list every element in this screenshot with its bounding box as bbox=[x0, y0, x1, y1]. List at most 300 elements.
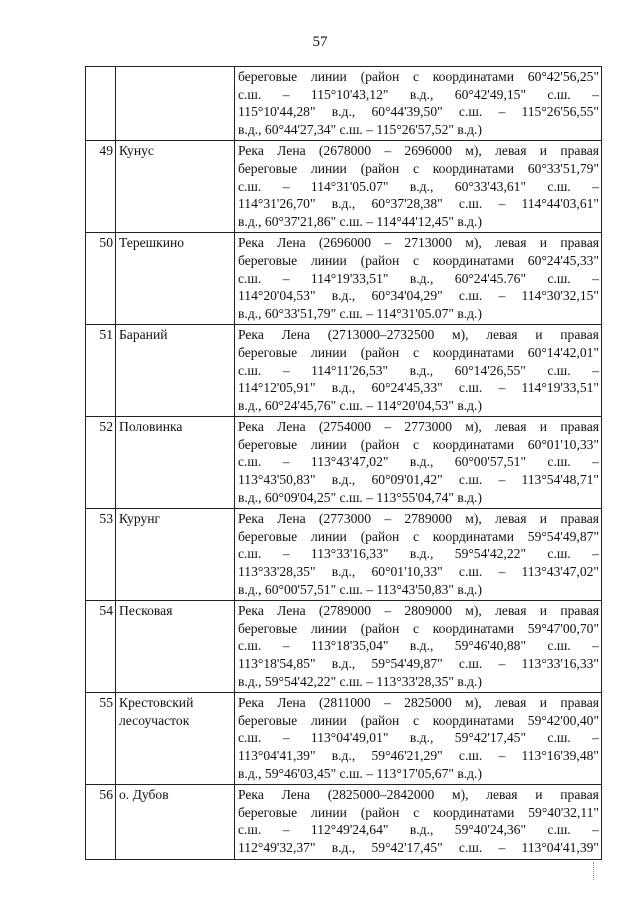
table-row bbox=[86, 325, 602, 417]
description-word: (район bbox=[360, 252, 400, 268]
description-word: м), bbox=[465, 419, 482, 435]
description-word: – bbox=[282, 822, 290, 838]
description-word: 2825000 bbox=[404, 695, 452, 711]
description-line bbox=[238, 620, 599, 638]
table-row bbox=[86, 417, 602, 509]
description-word: 60°00'57,51" bbox=[454, 454, 526, 470]
description-line bbox=[238, 712, 599, 730]
description-word: (район bbox=[360, 620, 400, 636]
description-word: линии bbox=[310, 528, 347, 544]
description-word: 115°10'43,12" bbox=[310, 86, 389, 102]
description-word: береговые bbox=[238, 712, 298, 728]
description-word: с.ш. bbox=[547, 730, 571, 746]
description-word: (2825000–2842000 bbox=[327, 787, 435, 803]
description-word: в.д., 60°33'51,79" с.ш. – 114°31'05.07" в.д.) bbox=[238, 305, 482, 321]
description-line bbox=[238, 142, 599, 160]
description-word: 114°19'33,51" bbox=[310, 270, 389, 286]
description-word: береговые bbox=[238, 344, 298, 360]
description-line bbox=[238, 121, 599, 139]
zone-description bbox=[235, 233, 602, 325]
description-word: в.д., 60°24'45,76" с.ш. – 114°20'04,53" в.д.) bbox=[238, 397, 482, 413]
description-line bbox=[238, 86, 599, 104]
zone-name-line: Курунг bbox=[119, 511, 161, 527]
description-word: 115°26'56,55" bbox=[521, 104, 599, 120]
row-number: 50 bbox=[86, 233, 116, 325]
description-word: с.ш. bbox=[458, 747, 483, 763]
description-line bbox=[238, 765, 599, 783]
description-line bbox=[238, 397, 599, 415]
description-word: – bbox=[384, 603, 392, 619]
description-word: с.ш. bbox=[547, 546, 571, 562]
description-word: – bbox=[282, 86, 290, 102]
description-word: правая bbox=[560, 143, 599, 159]
description-word: – bbox=[282, 454, 290, 470]
page-number: 57 bbox=[312, 34, 328, 50]
description-word: – bbox=[384, 511, 392, 527]
description-word: с.ш. bbox=[458, 380, 483, 396]
row-number: 55 bbox=[86, 693, 116, 785]
description-word: в.д., 59°54'42,22" с.ш. – 113°33'28,35" в.д.) bbox=[238, 673, 482, 689]
margin-mark bbox=[593, 862, 596, 880]
description-word: и bbox=[539, 419, 548, 435]
description-line bbox=[238, 528, 599, 546]
description-word: в.д., bbox=[409, 270, 434, 286]
description-word: в.д., bbox=[331, 104, 356, 120]
description-word: 2713000 bbox=[404, 235, 452, 251]
description-line bbox=[238, 655, 599, 673]
description-line bbox=[238, 270, 599, 288]
description-word: и bbox=[535, 327, 543, 343]
description-word: координатами bbox=[432, 69, 515, 84]
description-word: 60°24'45.76" bbox=[454, 270, 526, 286]
description-line bbox=[238, 287, 599, 305]
description-word: 114°31'05.07" bbox=[310, 178, 389, 194]
description-word: в.д., 60°09'04,25" с.ш. – 113°55'04,74" в.д.) bbox=[238, 489, 482, 505]
description-line bbox=[238, 747, 599, 765]
row-number: 49 bbox=[86, 141, 116, 233]
description-word: 59°54'49,87" bbox=[527, 528, 599, 544]
description-word: 113°33'16,33" bbox=[310, 546, 389, 562]
description-word: линии bbox=[310, 160, 347, 176]
description-line bbox=[238, 379, 599, 397]
description-word: береговые bbox=[238, 436, 298, 452]
description-word: правая bbox=[560, 235, 599, 251]
description-word: в.д., bbox=[331, 288, 356, 304]
description-word: Лена bbox=[277, 511, 306, 527]
description-word: береговые bbox=[238, 804, 298, 820]
description-word: 113°33'16,33" bbox=[521, 656, 599, 671]
description-word: линии bbox=[310, 69, 347, 84]
description-word: левая bbox=[495, 419, 527, 435]
description-word: с.ш. bbox=[458, 656, 483, 671]
description-line bbox=[238, 729, 599, 747]
description-word: и bbox=[539, 695, 547, 711]
description-word: м), bbox=[465, 143, 482, 159]
description-word: в.д., bbox=[409, 86, 434, 102]
zone-name-line: Крестовский bbox=[119, 695, 194, 711]
zone-description bbox=[235, 785, 602, 859]
description-line bbox=[238, 786, 599, 804]
description-line bbox=[238, 418, 599, 436]
description-word: 59°42'17,45" bbox=[371, 839, 443, 855]
description-line bbox=[238, 602, 599, 620]
row-number: 51 bbox=[86, 325, 116, 417]
description-word: (район bbox=[360, 160, 400, 176]
description-line bbox=[238, 362, 599, 380]
description-line bbox=[238, 178, 599, 196]
description-line bbox=[238, 673, 599, 691]
description-word: в.д., bbox=[409, 454, 434, 470]
description-word: с.ш. bbox=[238, 86, 262, 102]
description-word: в.д., bbox=[409, 546, 434, 562]
description-word: 113°04'41,39" bbox=[238, 747, 316, 763]
description-word: 60°01'10,33" bbox=[527, 436, 599, 452]
description-line bbox=[238, 160, 599, 178]
zone-name bbox=[116, 141, 235, 233]
zone-description bbox=[235, 601, 602, 693]
description-word: Река bbox=[238, 603, 264, 619]
description-word: 60°34'04,29" bbox=[371, 288, 443, 304]
zone-name bbox=[116, 67, 235, 141]
description-line bbox=[238, 694, 599, 712]
description-word: 59°46'40,88" bbox=[454, 638, 526, 654]
description-word: Река bbox=[238, 419, 264, 435]
description-word: 114°30'32,15" bbox=[521, 288, 599, 304]
description-word: – bbox=[498, 104, 506, 120]
description-word: Река bbox=[238, 235, 264, 251]
description-word: (район bbox=[360, 528, 400, 544]
description-word: в.д., bbox=[409, 638, 434, 654]
description-word: 60°44'39,50" bbox=[371, 104, 443, 120]
description-word: 59°42'17,45" bbox=[454, 730, 526, 746]
zone-name-line: лесоучасток bbox=[119, 712, 190, 728]
description-word: – bbox=[282, 638, 290, 654]
description-word: береговые bbox=[238, 620, 298, 636]
description-word: Река bbox=[238, 327, 264, 343]
description-word: с.ш. bbox=[458, 564, 483, 580]
description-word: с.ш. bbox=[458, 196, 483, 212]
description-word: линии bbox=[311, 804, 347, 820]
description-line bbox=[238, 637, 599, 655]
description-word: с bbox=[413, 160, 420, 176]
description-word: – bbox=[498, 196, 506, 212]
description-word: – bbox=[282, 178, 290, 194]
description-word: 2696000 bbox=[404, 143, 452, 159]
zone-name bbox=[116, 785, 235, 859]
description-word: с bbox=[413, 528, 420, 544]
description-word: правая bbox=[560, 695, 599, 711]
description-word: координатами bbox=[432, 252, 515, 268]
zone-description bbox=[235, 67, 602, 141]
description-word: правая bbox=[560, 603, 599, 619]
description-word: с.ш. bbox=[238, 362, 262, 378]
description-word: в.д., bbox=[409, 362, 434, 378]
row-number: 53 bbox=[86, 509, 116, 601]
description-word: 60°42'49,15" bbox=[454, 86, 526, 102]
description-word: – bbox=[384, 235, 392, 251]
description-word: в.д., bbox=[331, 839, 356, 855]
description-word: левая bbox=[486, 327, 518, 343]
description-word: линии bbox=[310, 252, 347, 268]
description-word: 113°54'48,71" bbox=[521, 472, 599, 488]
description-word: с.ш. bbox=[458, 288, 483, 304]
description-word: левая bbox=[495, 143, 527, 159]
description-word: правая bbox=[560, 419, 599, 435]
description-word: 59°42'00,40" bbox=[527, 712, 599, 728]
description-word: 115°10'44,28" bbox=[238, 104, 316, 120]
zone-name bbox=[116, 325, 235, 417]
description-word: береговые bbox=[238, 528, 298, 544]
description-word: с.ш. bbox=[458, 839, 483, 855]
description-word: (2789000 bbox=[318, 603, 372, 619]
description-line bbox=[238, 471, 599, 489]
description-line bbox=[238, 489, 599, 507]
description-line bbox=[238, 68, 599, 86]
zone-name-line: Песковая bbox=[119, 603, 173, 619]
description-word: Лена bbox=[277, 603, 306, 619]
description-word: и bbox=[539, 511, 548, 527]
description-word: 113°43'47,02" bbox=[521, 564, 599, 580]
zone-name-line: Кунус bbox=[119, 143, 154, 159]
description-word: и bbox=[539, 603, 548, 619]
description-word: м), bbox=[465, 603, 482, 619]
row-number: 52 bbox=[86, 417, 116, 509]
description-word: 60°14'26,55" bbox=[454, 362, 526, 378]
description-line bbox=[238, 305, 599, 323]
description-word: 60°42'56,25" bbox=[527, 69, 599, 84]
description-word: (район bbox=[360, 804, 400, 820]
description-word: с bbox=[413, 69, 420, 84]
description-word: (2696000 bbox=[318, 235, 372, 251]
description-word: (2678000 bbox=[318, 143, 372, 159]
description-word: линии bbox=[310, 344, 347, 360]
zone-name bbox=[116, 601, 235, 693]
description-word: левая bbox=[495, 695, 527, 711]
row-number bbox=[86, 67, 116, 141]
description-word: 114°44'03,61" bbox=[521, 196, 599, 212]
table-row bbox=[86, 233, 602, 325]
description-word: 59°54'49,87" bbox=[371, 656, 443, 671]
description-word: 60°24'45,33" bbox=[527, 252, 599, 268]
description-word: 114°12'05,91" bbox=[238, 380, 316, 396]
description-word: с bbox=[413, 436, 420, 452]
description-word: Река bbox=[238, 143, 264, 159]
zone-name-line: Половинка bbox=[119, 419, 183, 435]
description-word: и bbox=[535, 787, 543, 803]
description-word: Лена bbox=[277, 419, 306, 435]
description-line bbox=[238, 453, 599, 471]
description-word: 112°49'32,37" bbox=[238, 839, 316, 855]
zone-name-line: Терешкино bbox=[119, 235, 185, 251]
zone-name bbox=[116, 509, 235, 601]
description-word: – bbox=[282, 270, 290, 286]
description-word: координатами bbox=[432, 344, 515, 360]
description-word: 60°37'28,38" bbox=[371, 196, 443, 212]
description-word: в.д., bbox=[331, 564, 356, 580]
description-word: с.ш. bbox=[458, 104, 483, 120]
description-word: 59°40'24,36" bbox=[454, 822, 526, 838]
description-word: 114°31'26,70" bbox=[238, 196, 316, 212]
description-line bbox=[238, 213, 599, 231]
description-word: линии bbox=[310, 712, 347, 728]
description-word: 60°14'42,01" bbox=[527, 344, 599, 360]
description-word: в.д., 59°46'03,45" с.ш. – 113°17'05,67" в.д.) bbox=[238, 765, 482, 781]
description-word: Лена bbox=[281, 327, 311, 343]
description-line bbox=[238, 252, 599, 270]
description-word: 113°16'39,48" bbox=[521, 747, 599, 763]
description-word: 59°46'21,29" bbox=[371, 747, 443, 763]
description-word: правая bbox=[560, 787, 599, 803]
description-word: с.ш. bbox=[547, 270, 571, 286]
description-word: 113°04'41,39" bbox=[521, 839, 599, 855]
description-word: – bbox=[498, 380, 506, 396]
description-word: с.ш. bbox=[547, 86, 571, 102]
description-word: с.ш. bbox=[547, 362, 571, 378]
description-word: координатами bbox=[433, 804, 515, 820]
description-word: м), bbox=[451, 787, 469, 803]
description-line bbox=[238, 581, 599, 599]
description-word: – bbox=[282, 546, 290, 562]
description-word: – bbox=[592, 86, 599, 102]
description-word: координатами bbox=[432, 160, 515, 176]
description-word: с.ш. bbox=[238, 454, 262, 470]
description-word: 59°40'32,11" bbox=[528, 804, 599, 820]
description-word: линии bbox=[310, 436, 347, 452]
zone-description bbox=[235, 693, 602, 785]
zone-name-line: о. Дубов bbox=[119, 787, 169, 803]
description-word: 114°20'04,53" bbox=[238, 288, 316, 304]
description-word: – bbox=[498, 472, 506, 488]
description-word: (район bbox=[360, 436, 400, 452]
description-word: 113°33'28,35" bbox=[238, 564, 316, 580]
description-line bbox=[238, 195, 599, 213]
description-word: координатами bbox=[432, 436, 515, 452]
description-line bbox=[238, 839, 599, 857]
description-word: – bbox=[384, 695, 391, 711]
description-word: Река bbox=[238, 511, 264, 527]
zone-name bbox=[116, 417, 235, 509]
description-word: м), bbox=[451, 327, 469, 343]
description-word: – bbox=[592, 178, 599, 194]
description-word: с.ш. bbox=[238, 546, 262, 562]
description-word: (район bbox=[360, 712, 400, 728]
description-line bbox=[238, 563, 599, 581]
description-line bbox=[238, 821, 599, 839]
description-word: с.ш. bbox=[238, 270, 262, 286]
zone-name-line: Бараний bbox=[119, 327, 168, 343]
description-word: с.ш. bbox=[547, 178, 571, 194]
description-line bbox=[238, 510, 599, 528]
description-word: в.д., bbox=[331, 747, 356, 763]
description-word: в.д., 60°44'27,34" с.ш. – 115°26'57,52" в.д.) bbox=[238, 121, 482, 137]
description-word: Река bbox=[238, 695, 264, 711]
description-word: – bbox=[282, 730, 290, 746]
description-word: в.д., bbox=[331, 380, 356, 396]
description-word: с.ш. bbox=[547, 454, 571, 470]
table-row bbox=[86, 509, 602, 601]
description-word: 2789000 bbox=[404, 511, 452, 527]
description-word: с.ш. bbox=[238, 178, 262, 194]
description-line bbox=[238, 326, 599, 344]
description-word: 60°24'45,33" bbox=[371, 380, 443, 396]
description-word: правая bbox=[560, 327, 599, 343]
description-word: с bbox=[413, 804, 420, 820]
description-line bbox=[238, 545, 599, 563]
description-word: координатами bbox=[432, 528, 515, 544]
description-word: с bbox=[413, 620, 420, 636]
description-word: – bbox=[384, 419, 392, 435]
description-word: и bbox=[539, 235, 548, 251]
description-word: 112°49'24,64" bbox=[310, 822, 389, 838]
description-word: береговые bbox=[238, 160, 298, 176]
description-word: Лена bbox=[277, 235, 306, 251]
description-word: 59°54'42,22" bbox=[454, 546, 526, 562]
description-word: – bbox=[498, 564, 506, 580]
description-word: – bbox=[384, 143, 392, 159]
description-word: – bbox=[592, 362, 599, 378]
description-word: 114°19'33,51" bbox=[521, 380, 599, 396]
description-word: 60°33'43,61" bbox=[454, 178, 526, 194]
description-line bbox=[238, 103, 599, 121]
description-word: координатами bbox=[432, 712, 515, 728]
table-row bbox=[86, 141, 602, 233]
description-word: с bbox=[413, 712, 420, 728]
description-word: м), bbox=[465, 511, 482, 527]
description-word: Река bbox=[238, 787, 264, 803]
description-word: (2754000 bbox=[318, 419, 372, 435]
table-row bbox=[86, 601, 602, 693]
zone-description bbox=[235, 417, 602, 509]
description-word: – bbox=[498, 747, 506, 763]
description-word: – bbox=[592, 730, 599, 746]
description-word: Лена bbox=[277, 695, 306, 711]
description-word: с.ш. bbox=[238, 730, 262, 746]
description-word: береговые bbox=[238, 69, 298, 84]
description-word: 2773000 bbox=[404, 419, 452, 435]
description-word: 113°04'49,01" bbox=[310, 730, 389, 746]
description-word: (2811000 bbox=[319, 695, 371, 711]
description-line bbox=[238, 344, 599, 362]
description-word: линии bbox=[310, 620, 347, 636]
description-word: – bbox=[498, 839, 506, 855]
description-word: в.д., bbox=[331, 472, 356, 488]
description-word: (район bbox=[360, 69, 400, 84]
description-word: 113°43'47,02" bbox=[310, 454, 389, 470]
description-word: 113°18'54,85" bbox=[238, 656, 316, 671]
description-word: с.ш. bbox=[458, 472, 483, 488]
zone-description bbox=[235, 141, 602, 233]
description-word: – bbox=[498, 288, 506, 304]
description-word: – bbox=[498, 656, 506, 671]
description-word: 60°09'01,42" bbox=[371, 472, 443, 488]
zones-table bbox=[85, 66, 602, 860]
description-word: – bbox=[592, 638, 599, 654]
description-word: 59°47'00,70" bbox=[527, 620, 599, 636]
description-word: – bbox=[282, 362, 290, 378]
zone-description bbox=[235, 325, 602, 417]
zone-name bbox=[116, 693, 235, 785]
zone-description bbox=[235, 509, 602, 601]
description-word: – bbox=[592, 454, 599, 470]
description-word: с.ш. bbox=[547, 638, 571, 654]
description-word: м), bbox=[465, 235, 482, 251]
description-word: Лена bbox=[277, 143, 306, 159]
description-word: – bbox=[592, 546, 599, 562]
description-word: с bbox=[413, 344, 420, 360]
description-word: 114°11'26,53" bbox=[311, 362, 389, 378]
description-word: береговые bbox=[238, 252, 298, 268]
description-word: в.д., bbox=[409, 822, 434, 838]
